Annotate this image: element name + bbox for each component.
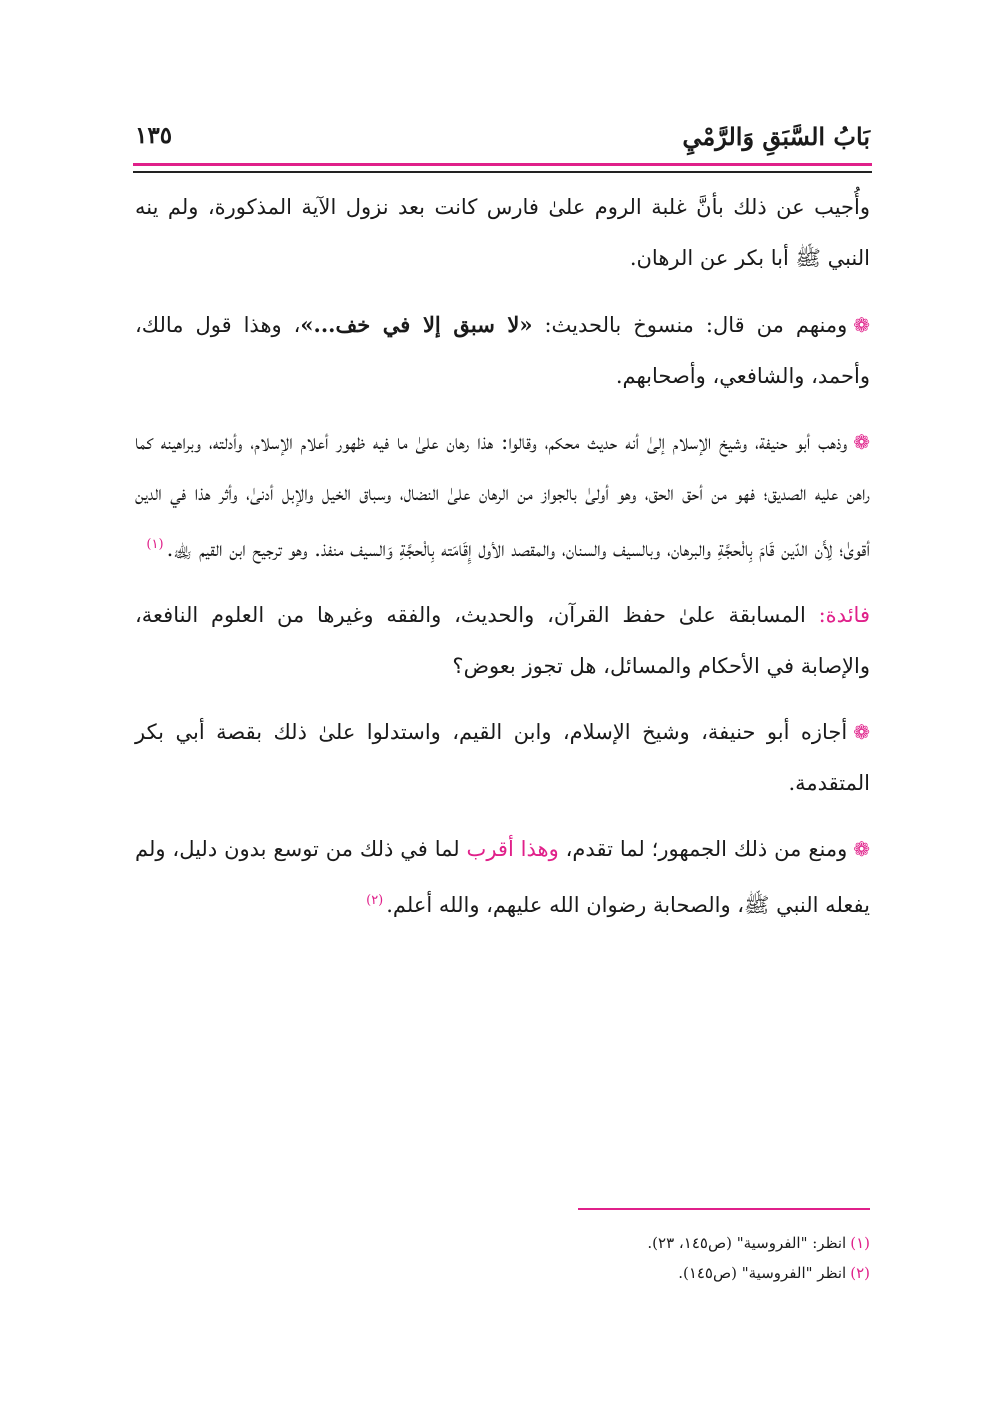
page-number: ١٣٥ [135,122,173,149]
footnote-number: (٢) [850,1264,870,1282]
paragraph-1 [135,182,870,284]
chapter-title: بَابُ السَّبَقِ وَالرَّمْيِ [682,122,870,151]
flower-ornament-icon: ❁ [853,720,870,744]
footnote-divider [578,1208,870,1210]
footnote-ref-1[interactable]: (١) [146,537,164,552]
header-rule-pink [133,163,872,166]
header-rule-black [133,171,872,173]
page-body [135,182,870,946]
paragraph-1-text: وأُجيب عن ذلك بأنَّ غلبة الروم علىٰ فارس كانت بعد نزول الآية المذكورة، ولم ينه النبي ﷺ أبا بكر عن الرهان. [135,195,870,270]
paragraph-6 [135,824,870,931]
footnote-ref-2[interactable]: (٢) [366,893,384,908]
flower-ornament-icon: ❁ [853,313,870,337]
paragraph-3-text: وذهب أبو حنيفة، وشيخ الإسلام إلىٰ أنه حديث محكم، وقالوا: هذا رهان علىٰ ما فيه ظهور أعلام الإسلام، وأدلته، وبراهينه كما راهن عليه الصديق؛ فهو من أحق الحق، وهو أولىٰ بالجواز من الرهان علىٰ النضال، وسباق الخيل والإبل أدنىٰ، وأثر هذا في الدين أقوىٰ؛ لِأَن الدّين قَامَ بِالْحجَّةِ والبرهان، وبالسيف والسنان، والمقصد الأول إِقَامَته بِالْحجَّةِ وَالسيف منفذ. وهو ترجيح ابن القيم ﵀. [135,430,870,561]
footnote-number: (١) [850,1234,870,1252]
paragraph-2-text-start: ومنهم من قال: منسوخ بالحديث: [532,313,848,337]
paragraph-4-text: المسابقة علىٰ حفظ القرآن، والحديث، والفقه وغيرها من العلوم النافعة، والإصابة في الأحكام والمسائل، هل تجوز بعوض؟ [135,603,870,678]
flower-ornament-icon: ❁ [853,837,870,861]
paragraph-3 [135,417,870,575]
hadith-quote: «لا سبق إلا في خف...» [300,312,533,337]
page-header [135,118,870,158]
footnote-text: انظر: "الفروسية" (ص١٤٥، ٢٣). [647,1234,847,1252]
preferred-opinion: وهذا أقرب [466,837,559,861]
footnote-item [135,1228,870,1258]
benefit-label: فائدة: [818,603,870,627]
paragraph-2-text-end: ، وهذا قول مالك، وأحمد، والشافعي، وأصحابهم. [135,313,870,388]
paragraph-5-text: أجازه أبو حنيفة، وشيخ الإسلام، وابن القيم، واستدلوا علىٰ ذلك بقصة أبي بكر المتقدمة. [135,720,870,795]
paragraph-6-text-end: لما في ذلك من توسع بدون دليل، ولم يفعله النبي ﷺ، والصحابة رضوان الله عليهم، والله أعلم. [135,837,870,917]
footnote-text: انظر "الفروسية" (ص١٤٥). [678,1264,847,1282]
paragraph-6-text-start: ومنع من ذلك الجمهور؛ لما تقدم، [558,837,848,861]
footnote-item [135,1258,870,1288]
paragraph-4 [135,590,870,692]
paragraph-2 [135,299,870,402]
paragraph-5 [135,707,870,809]
flower-ornament-icon: ❁ [853,430,870,454]
footnotes [135,1228,870,1288]
